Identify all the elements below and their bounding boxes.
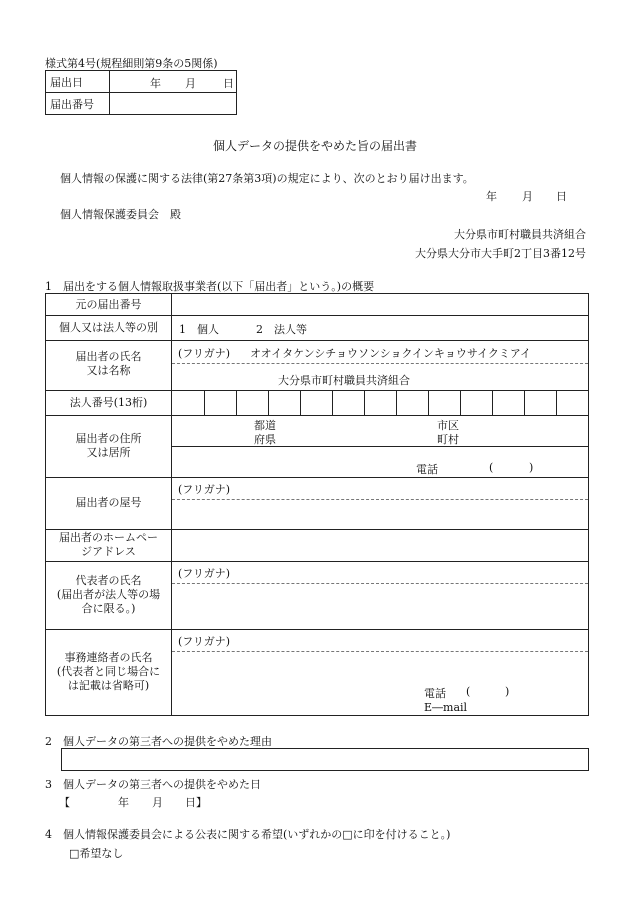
- day-label: 日: [223, 77, 234, 90]
- stop-date-month: 月: [152, 796, 163, 809]
- intro-text: 個人情報の保護に関する法律(第27条第3項)の規定により、次のとおり届け出ます。: [60, 172, 474, 185]
- section3-heading: 3 個人データの第三者への提供をやめた日: [45, 778, 261, 791]
- corp-number-label: 法人番号(13桁): [69, 396, 148, 409]
- shichoson-1: 市区: [437, 419, 459, 432]
- corp-digit-divider: [268, 390, 269, 415]
- contact-furigana-label: (フリガナ): [178, 635, 231, 648]
- submit-month: 月: [522, 190, 533, 203]
- contact-phone-paren-open: (: [466, 685, 471, 698]
- address-phone-label: 電話: [416, 463, 438, 476]
- name-furigana-label: (フリガナ): [178, 347, 231, 360]
- trade-name-label: 届出者の屋号: [75, 496, 142, 509]
- todofuken-1: 都道: [254, 419, 276, 432]
- corp-digit-divider: [460, 390, 461, 415]
- date-label: 届出日: [46, 71, 110, 93]
- number-label: 届出番号: [46, 93, 110, 115]
- name-kana-value[interactable]: オオイタケンシチョウソンショクインキョウサイクミアイ: [250, 347, 531, 360]
- corp-digit-divider: [332, 390, 333, 415]
- stop-date-bracket-close: 】: [196, 796, 207, 809]
- contact-phone-label: 電話: [424, 687, 446, 700]
- page-title: 個人データの提供をやめた旨の届出書: [212, 139, 417, 153]
- addressee: 個人情報保護委員会 殿: [60, 208, 181, 221]
- corp-digit-divider: [428, 390, 429, 415]
- applicant-address: 大分県大分市大手町2丁目3番12号: [415, 247, 586, 260]
- date-field[interactable]: [110, 71, 237, 93]
- stop-date-bracket-open: 【: [59, 796, 70, 809]
- corp-digit-divider: [396, 390, 397, 415]
- submit-day: 日: [556, 190, 567, 203]
- corp-digit-divider: [300, 390, 301, 415]
- corp-digit-divider: [556, 390, 557, 415]
- corp-digit-divider: [236, 390, 237, 415]
- trade-furigana-label: (フリガナ): [178, 483, 231, 496]
- name-value[interactable]: 大分県市町村職員共済組合: [278, 374, 410, 387]
- shichoson-2: 町村: [437, 433, 459, 446]
- no-publication-checkbox[interactable]: □希望なし: [69, 847, 124, 860]
- corp-digit-divider: [492, 390, 493, 415]
- section4-heading: 4 個人情報保護委員会による公表に関する希望(いずれかの□に印を付けること。): [45, 828, 451, 841]
- homepage-label: 届出者のホームペー ジアドレス: [59, 531, 158, 558]
- contact-email-label: E―mail: [424, 701, 468, 714]
- address-label: 届出者の住所 又は居所: [75, 432, 142, 459]
- representative-label: 代表者の氏名 (届出者が法人等の場 合に限る。): [56, 574, 161, 615]
- corp-digit-divider: [204, 390, 205, 415]
- name-label: 届出者の氏名 又は名称: [75, 350, 142, 377]
- todofuken-2: 府県: [254, 433, 276, 446]
- type-label: 個人又は法人等の別: [59, 321, 158, 334]
- address-phone-paren-close: ): [529, 461, 534, 474]
- stop-date-day: 日: [185, 796, 196, 809]
- reason-field[interactable]: [61, 748, 589, 771]
- applicant-name: 大分県市町村職員共済組合: [454, 228, 586, 241]
- rep-furigana-label: (フリガナ): [178, 567, 231, 580]
- number-field[interactable]: [110, 93, 237, 115]
- header-box: [45, 70, 237, 115]
- homepage-field[interactable]: [172, 530, 588, 561]
- type-option-corporation[interactable]: 2 法人等: [256, 323, 307, 336]
- year-label: 年: [150, 77, 161, 90]
- type-option-individual[interactable]: 1 個人: [179, 323, 219, 336]
- month-label: 月: [185, 77, 196, 90]
- form-code: 様式第4号(規程細則第9条の5関係): [45, 57, 218, 70]
- section2-heading: 2 個人データの第三者への提供をやめた理由: [45, 735, 272, 748]
- contact-label: 事務連絡者の氏名 (代表者と同じ場合に は記載は省略可): [56, 651, 161, 692]
- corp-digit-divider: [524, 390, 525, 415]
- corp-digit-divider: [364, 390, 365, 415]
- submit-year: 年: [486, 190, 497, 203]
- address-phone-paren-open: (: [489, 461, 494, 474]
- original-number-label: 元の届出番号: [75, 298, 142, 311]
- original-number-field[interactable]: [172, 294, 588, 315]
- contact-phone-paren-close: ): [505, 685, 510, 698]
- stop-date-year: 年: [118, 796, 129, 809]
- section1-heading: 1 届出をする個人情報取扱事業者(以下「届出者」という。)の概要: [45, 280, 375, 293]
